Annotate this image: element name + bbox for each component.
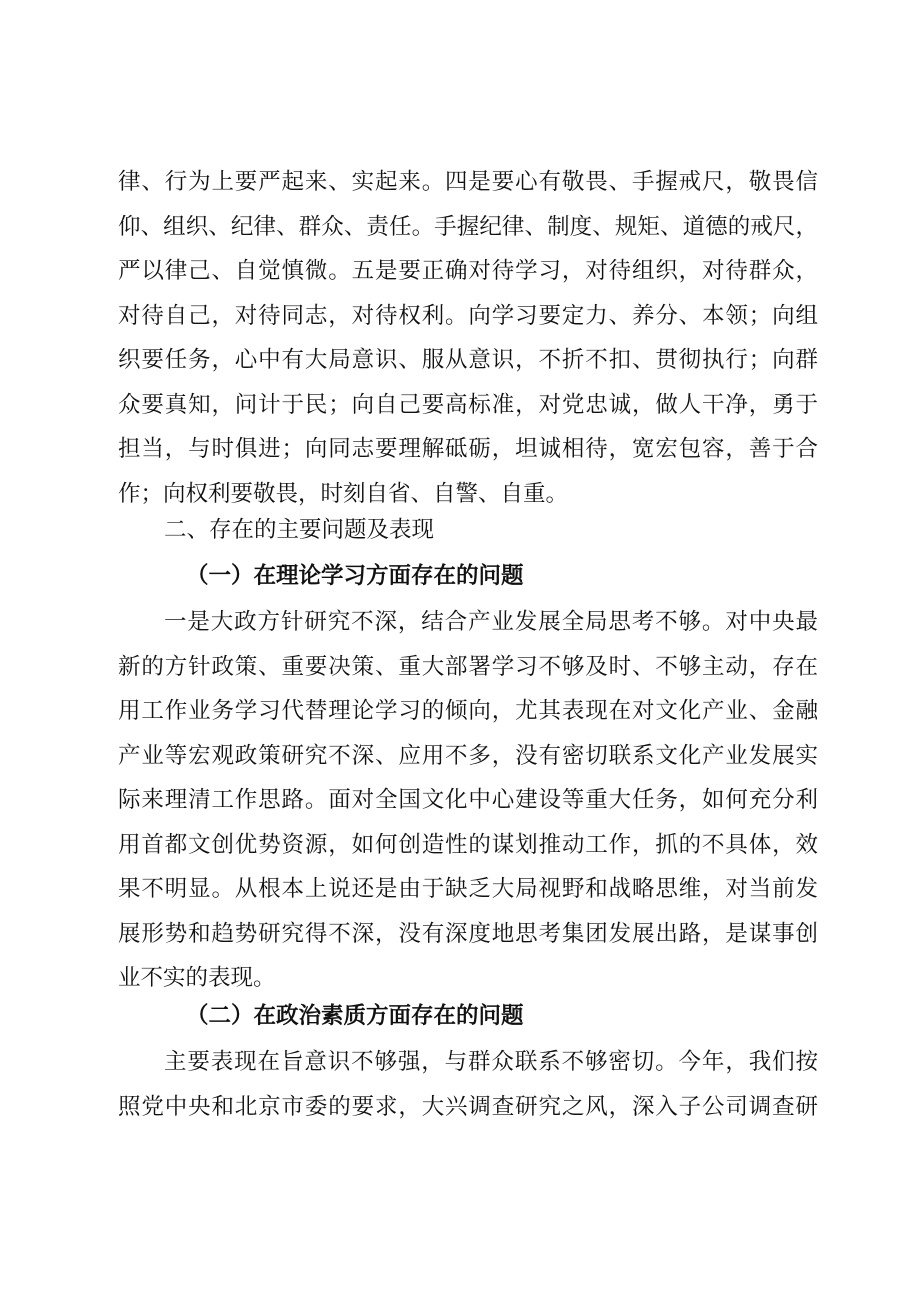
text-line: 作；向权利要敬畏，时刻自省、自警、自重。 [118,480,569,507]
text-line: 果不明显。从根本上说还是由于缺乏大局视野和战略思维，对当前发 [118,876,818,902]
paragraph-theory-study [118,600,818,1001]
text-line: 严以律己、自觉慎微。五是要正确对待学习，对待组织，对待群众， [118,258,818,284]
subsection-heading-one: （一）在理论学习方面存在的问题 [186,563,524,589]
paragraph-political-quality [118,1040,818,1129]
text-line: 仰、组织、纪律、群众、责任。手握纪律、制度、规矩、道德的戒尺， [118,213,818,240]
text-line: 对待自己，对待同志，对待权利。向学习要定力、养分、本领；向组 [118,302,818,329]
subsection-heading-two: （二）在政治素质方面存在的问题 [186,1003,524,1029]
text-line: 产业等宏观政策研究不深、应用不多，没有密切联系文化产业发展实 [118,742,818,769]
text-line: 用工作业务学习代替理论学习的倾向，尤其表现在对文化产业、金融 [118,698,818,724]
paragraph-continuation [118,160,818,516]
text-line: 一是大政方针研究不深，结合产业发展全局思考不够。对中央最 [164,609,818,635]
text-line: 际来理清工作思路。面对全国文化中心建设等重大任务，如何充分利 [118,787,818,813]
section-heading: 二、存在的主要问题及表现 [164,517,435,543]
text-line: 担当，与时俱进；向同志要理解砥砺，坦诚相待，宽宏包容，善于合 [118,436,818,462]
text-line: 照党中央和北京市委的要求，大兴调查研究之风，深入子公司调查研 [118,1093,818,1120]
text-line: 业不实的表现。 [118,965,276,991]
text-line: 众要真知，问计于民；向自己要高标准，对党忠诚，做人干净，勇于 [118,391,818,418]
text-line: 新的方针政策、重要决策、重大部署学习不够及时、不够主动，存在 [118,653,818,680]
text-line: 用首都文创优势资源，如何创造性的谋划推动工作，抓的不具体，效 [118,831,818,858]
text-line: 展形势和趋势研究得不深，没有深度地思考集团发展出路，是谋事创 [118,920,818,947]
text-line: 主要表现在旨意识不够强，与群众联系不够密切。今年，我们按 [164,1049,818,1075]
text-line: 律、行为上要严起来、实起来。四是要心有敬畏、手握戒尺，敬畏信 [118,169,818,195]
text-line: 织要任务，心中有大局意识、服从意识，不折不扣、贯彻执行；向群 [118,347,818,373]
